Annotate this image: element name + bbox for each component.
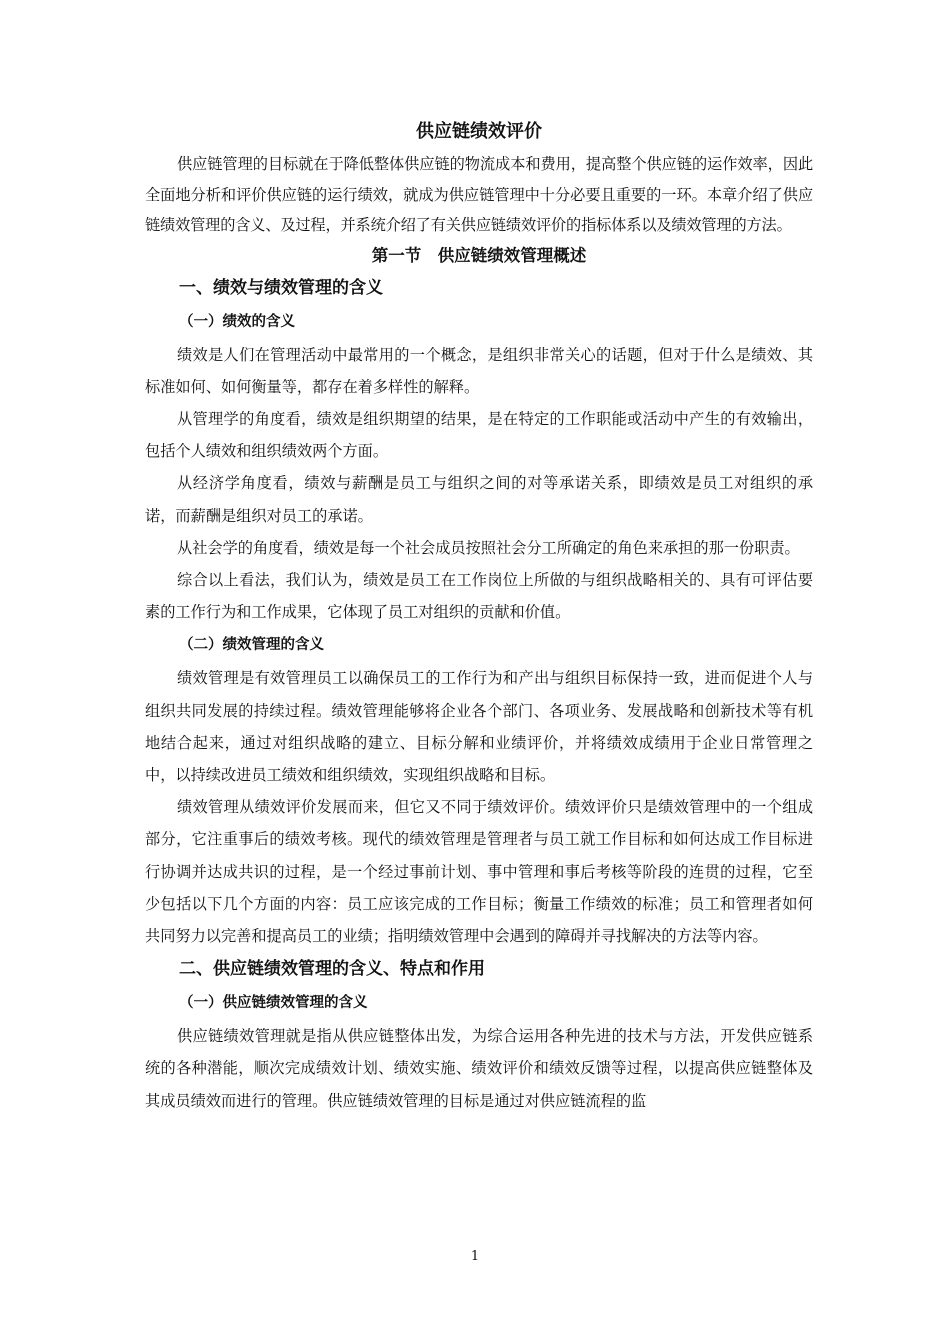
section-title: 第一节 供应链绩效管理概述 [371, 245, 587, 265]
paragraph-performance-management: 绩效管理是有效管理员工以确保员工的工作行为和产出与组织目标保持一致，进而促进个人与组织共同发展的持续过程。绩效管理能够将企业各个部门、各项业务、发展战略和创新技术等有机地结合起来，通过对组织战略的建立、目标分解和业绩评价，并将绩效成绩用于企业日常管理之中，以持续改进员工绩效和组织绩效，实现组织战略和目标。 [145, 669, 813, 784]
paragraph-conclusion: 综合以上看法，我们认为，绩效是员工在工作岗位上所做的与组织战略相关的、具有可评估要素的工作行为和工作成果，它体现了员工对组织的贡献和价值。 [145, 570, 813, 622]
paragraph-management-view: 从管理学的角度看，绩效是组织期望的结果，是在特定的工作职能或活动中产生的有效输出，包括个人绩效和组织绩效两个方面。 [145, 409, 813, 461]
paragraph-performance-concept: 绩效是人们在管理活动中最常用的一个概念，是组织非常关心的话题，但对于什么是绩效、其标准如何、如何衡量等，都存在着多样性的解释。 [145, 345, 813, 396]
paragraph-social-view: 从社会学的角度看，绩效是每一个社会成员按照社会分工所确定的角色来承担的那一份职责。 [177, 538, 800, 557]
intro-paragraph: 供应链管理的目标就在于降低整体供应链的物流成本和费用，提高整个供应链的运作效率，因此全面地分析和评价供应链的运行绩效，就成为供应链管理中十分必要且重要的一环。本章介绍了供应链绩效管理的含义、及过程，并系统介绍了有关供应链绩效评价的指标体系以及绩效管理的方法。 [145, 155, 813, 234]
subheading-performance-meaning: （一）绩效的含义 [179, 312, 295, 330]
paragraph-supply-chain-performance: 供应链绩效管理就是指从供应链整体出发，为综合运用各种先进的技术与方法，开发供应链系统的各种潜能，顺次完成绩效计划、绩效实施、绩效评价和绩效反馈等过程，以提高供应链整体及其成员绩效而进行的管理。供应链绩效管理的目标是通过对供应链流程的监 [145, 1027, 813, 1110]
subheading-supply-chain-performance-meaning: （一）供应链绩效管理的含义 [179, 994, 368, 1012]
heading-performance-definition: 一、绩效与绩效管理的含义 [179, 277, 383, 298]
paragraph-management-vs-evaluation: 绩效管理从绩效评价发展而来，但它又不同于绩效评价。绩效评价只是绩效管理中的一个组成部分，它注重事后的绩效考核。现代的绩效管理是管理者与员工就工作目标和如何达成工作目标进行协调并达成共识的过程，是一个经过事前计划、事中管理和事后考核等阶段的连贯的过程，它至少包括以下几个方面的内容：员工应该完成的工作目标；衡量工作绩效的标准；员工和管理者如何共同努力以完善和提高员工的业绩；指明绩效管理中会遇到的障碍并寻找解决的方法等内容。 [145, 798, 813, 945]
document-title: 供应链绩效评价 [416, 121, 542, 142]
paragraph-economic-view: 从经济学角度看，绩效与薪酬是员工与组织之间的对等承诺关系，即绩效是员工对组织的承诺，而薪酬是组织对员工的承诺。 [145, 474, 813, 525]
subheading-performance-management-meaning: （二）绩效管理的含义 [179, 636, 324, 654]
page-number: 1 [470, 1249, 480, 1264]
page-content [145, 117, 813, 1117]
heading-supply-chain-performance: 二、供应链绩效管理的含义、特点和作用 [179, 959, 485, 980]
